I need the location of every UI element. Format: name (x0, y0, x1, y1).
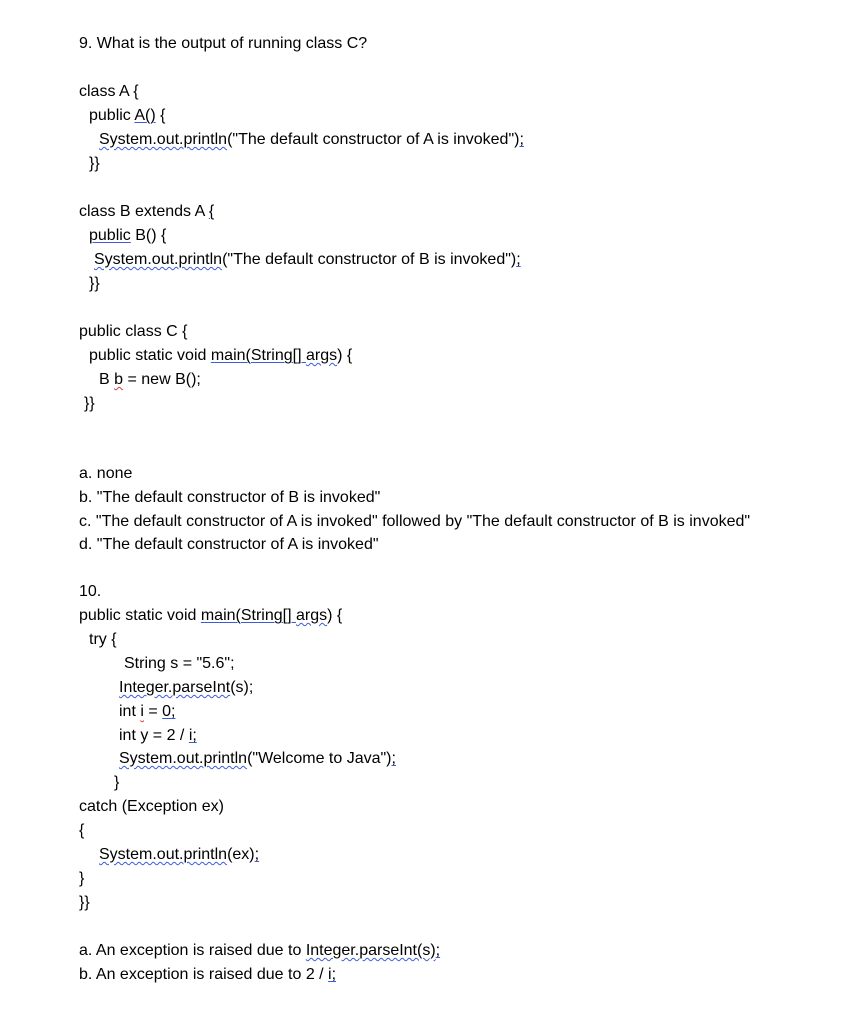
q10-code-line-7: System.out.println("Welcome to Java"); (119, 750, 396, 767)
q9-code-line-2: public A() { (89, 107, 166, 124)
q10-code-line-9: catch (Exception ex) (79, 798, 224, 815)
q9-code-line-6: public B() { (89, 227, 167, 244)
q9-code-line-3: System.out.println("The default constructor of A is invoked"); (99, 131, 524, 148)
q10-code-line-10: { (79, 822, 85, 839)
q9-option-c: c. "The default constructor of A is invoked" followed by "The default constructor of B is invoked" (79, 513, 751, 530)
q10-code-line-11: System.out.println(ex); (99, 846, 260, 863)
q10-option-b: b. An exception is raised due to 2 / i; (79, 966, 337, 983)
q10-code-line-4: Integer.parseInt(s); (119, 679, 254, 696)
q9-code-line-8: }} (89, 275, 100, 292)
q9-code-line-5: class B extends A { (79, 203, 215, 220)
q9-code-line-7: System.out.println("The default constructor of B is invoked"); (94, 251, 521, 268)
q9-option-d: d. "The default constructor of A is invoked" (79, 536, 379, 553)
q10-code-line-13: }} (79, 894, 90, 911)
q10-code-line-12: } (79, 870, 85, 887)
q10-code-line-8: } (114, 774, 120, 791)
question-9-title: 9. What is the output of running class C? (79, 35, 368, 52)
q10-code-line-3: String s = "5.6"; (124, 655, 235, 672)
q9-code-line-10: public static void main(String[] args) { (89, 347, 353, 364)
q9-code-line-9: public class C { (79, 323, 188, 340)
q10-code-line-1: public static void main(String[] args) { (79, 607, 343, 624)
q10-code-line-5: int i = 0; (119, 703, 176, 720)
q9-code-line-1: class A { (79, 83, 139, 100)
question-10-number: 10. (79, 583, 102, 600)
q10-option-a: a. An exception is raised due to Integer.parseInt(s); (79, 942, 441, 959)
q10-code-line-2: try { (89, 631, 117, 648)
q9-option-b: b. "The default constructor of B is invoked" (79, 489, 381, 506)
q9-code-line-11: B b = new B(); (99, 371, 201, 388)
q9-code-line-4: }} (89, 155, 100, 172)
q9-option-a: a. none (79, 465, 133, 482)
q10-code-line-6: int y = 2 / i; (119, 727, 197, 744)
q9-code-line-12: }} (84, 395, 95, 412)
